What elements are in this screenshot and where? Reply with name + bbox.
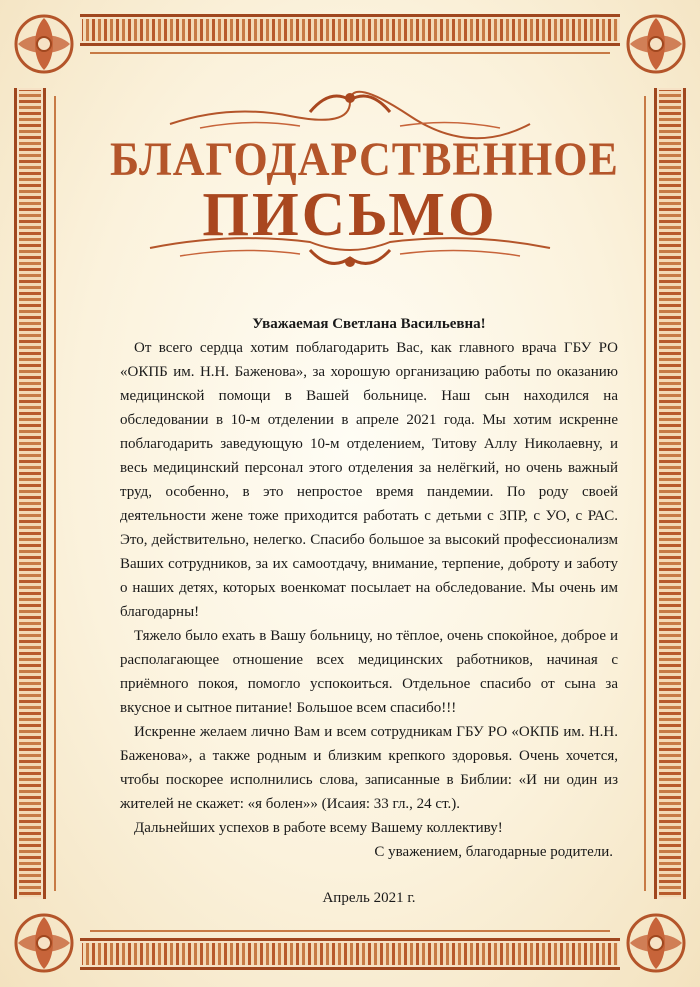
letter-body (120, 312, 618, 910)
signature: С уважением, благодарные родители. (374, 844, 613, 860)
left-border (14, 88, 46, 899)
letter-date: Апрель 2021 г. (322, 890, 416, 906)
title-line-1: БЛАГОДАРСТВЕННОЕ (110, 133, 619, 186)
top-border (80, 14, 620, 46)
bottom-border (80, 938, 620, 970)
paragraph-4: Дальнейших успехов в работе всему Вашему коллективу! (134, 820, 503, 836)
paragraph-2: Тяжело было ехать в Вашу больницу, но тёплое, очень спокойное, доброе и располагающее отношение всех медицинских работников, начиная с приёмного покоя, помогло успокоиться. Отдельное спасибо от сына за вкусное и сытное питание! Большое всем спасибо!!! (120, 628, 618, 716)
title-block (110, 82, 619, 272)
corner-ornament-top-right (616, 4, 696, 84)
paragraph-3: Искренне желаем лично Вам и всем сотрудникам ГБУ РО «ОКПБ им. Н.Н. Баженова», а также родным и близким крепкого здоровья. Очень хочется, чтобы поскорее исполнились слова, записанные в Библии: «И ни один из жителей не скажет: «я болен»» (Исаия: 33 гл., 24 ст.). (120, 724, 618, 812)
corner-ornament-bottom-left (4, 903, 84, 983)
title-line-2: ПИСЬМО (202, 179, 498, 249)
right-border (654, 88, 686, 899)
corner-ornament-bottom-right (616, 903, 696, 983)
right-inner-line (644, 96, 646, 891)
salutation: Уважаемая Светлана Васильевна! (252, 316, 486, 332)
paragraph-1: От всего сердца хотим поблагодарить Вас, как главного врача ГБУ РО «ОКПБ им. Н.Н. Баженова», за хорошую организацию работы по оказанию медицинской помощи в Вашей больнице. Наш сын находился на обследовании в 10-м отделении в апреле 2021 года. Мы хотим искренне поблагодарить заведующую 10-м отделением, Титову Аллу Николаевну, и весь медицинский персонал этого отделения за нелёгкий, но очень важный труд, особенно, в это непростое время пандемии. По роду своей деятельности жене тоже приходится работать с детьми с ЗПР, с УО, с РАС. Это, действительно, нелегко. Спасибо большое за высокий профессионализм Ваших сотрудников, за их самоотдачу, внимание, терпение, доброту и заботу о наших детях, которых военкомат посылает на обследование. Мы очень им благодарны! (120, 340, 618, 620)
top-inner-line (90, 52, 610, 54)
bottom-inner-line (90, 930, 610, 932)
left-inner-line (54, 96, 56, 891)
corner-ornament-top-left (4, 4, 84, 84)
